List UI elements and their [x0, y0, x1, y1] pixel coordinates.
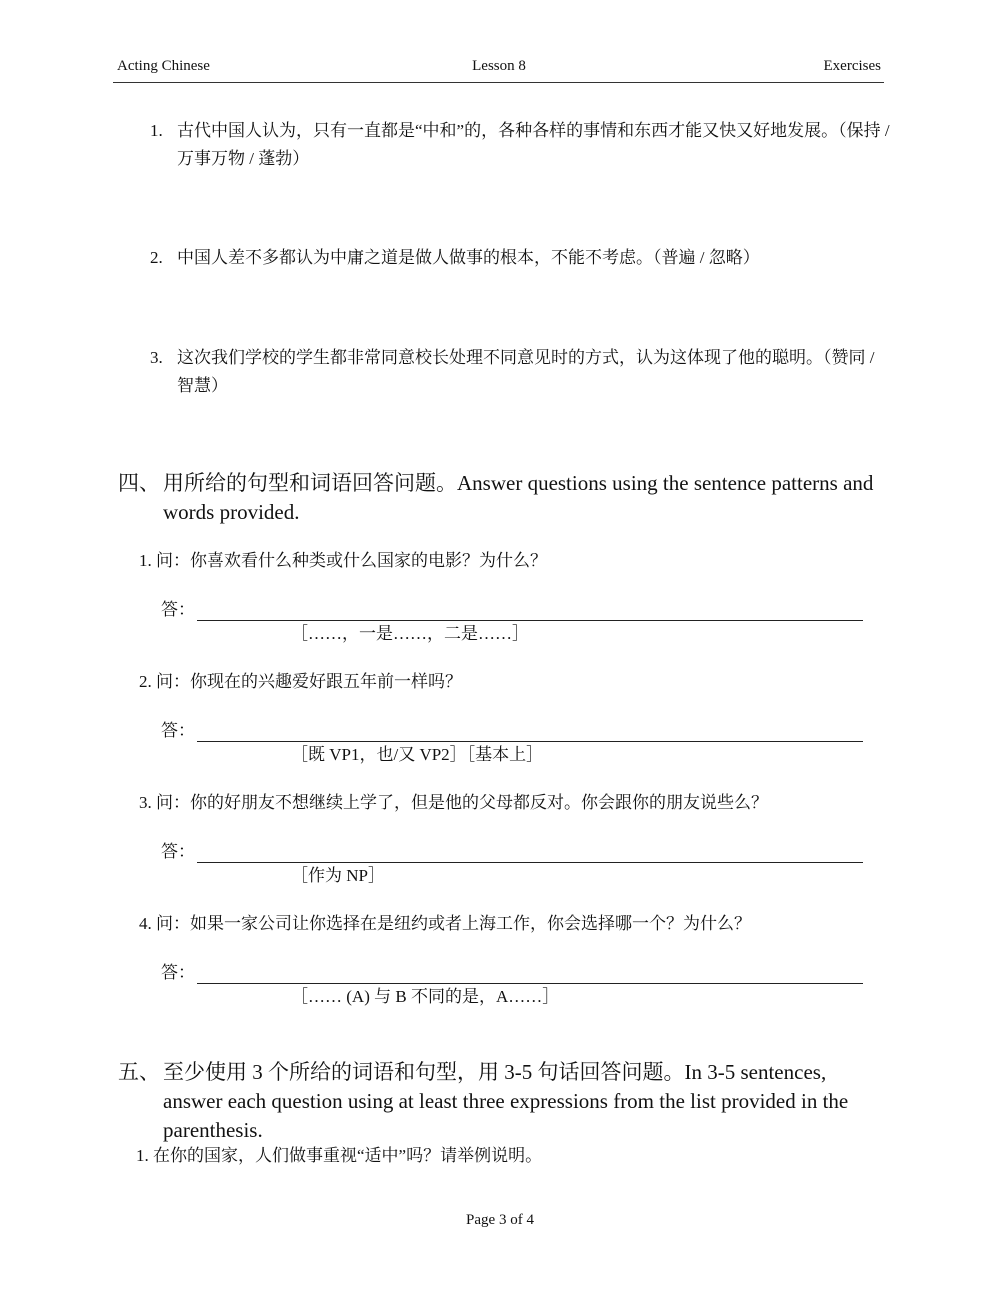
item-text: 古代中国人认为，只有一直都是“中和”的，各种各样的事情和东西才能又快又好地发展。（保持 / 万事万物 / 蓬勃） [177, 121, 890, 168]
section-number: 五、 [118, 1060, 160, 1084]
header-lesson: Lesson 8 [472, 58, 526, 74]
section-5-heading [118, 1058, 878, 1145]
item-text: 中国人差不多都认为中庸之道是做人做事的根本，不能不考虑。（普遍 / 忽略） [177, 248, 760, 267]
answer-label: 答： [161, 600, 195, 619]
item-number: 3. [150, 348, 163, 367]
page-header [117, 58, 881, 80]
rewrite-item-3 [150, 344, 890, 400]
question-2: 2. 问：你现在的兴趣爱好跟五年前一样吗？ [139, 672, 462, 691]
answer-label: 答： [161, 963, 195, 982]
page-number: Page 3 of 4 [466, 1212, 534, 1228]
section-title: 至少使用 3 个所给的词语和句型，用 3-5 句话回答问题。In 3-5 sentences, answer each question using at least three expressions from the list provided in the parenthesis. [163, 1060, 849, 1142]
rewrite-item-2 [150, 244, 890, 272]
rewrite-item-1 [150, 117, 890, 173]
item-number: 2. [150, 248, 163, 267]
question-3: 3. 问：你的好朋友不想继续上学了，但是他的父母都反对。你会跟你的朋友说些么？ [139, 793, 768, 812]
answer-label: 答： [161, 721, 195, 740]
section-title: 用所给的句型和词语回答问题。Answer questions using the sentence patterns and words provided. [163, 471, 874, 524]
hint-1: ［……，一是……，二是……］ [291, 624, 529, 643]
hint-2: ［既 VP1，也/又 VP2］［基本上］ [291, 745, 544, 764]
section-5-question-1: 1. 在你的国家，人们做事重视“适中”吗？请举例说明。 [136, 1146, 543, 1165]
item-text: 这次我们学校的学生都非常同意校长处理不同意见时的方式，认为这体现了他的聪明。（赞同 / 智慧） [177, 348, 875, 395]
section-number: 四、 [118, 471, 160, 495]
hint-3: ［作为 NP］ [291, 866, 385, 885]
question-1: 1. 问：你喜欢看什么种类或什么国家的电影？为什么？ [139, 551, 547, 570]
hint-4: ［…… (A) 与 B 不同的是，A……］ [291, 987, 560, 1006]
section-4-heading [118, 469, 878, 527]
item-number: 1. [150, 121, 163, 140]
header-divider [113, 82, 884, 83]
header-course-title: Acting Chinese [117, 58, 210, 74]
header-section: Exercises [823, 58, 881, 74]
answer-label: 答： [161, 842, 195, 861]
question-4: 4. 问：如果一家公司让你选择在是纽约或者上海工作，你会选择哪一个？为什么？ [139, 914, 751, 933]
